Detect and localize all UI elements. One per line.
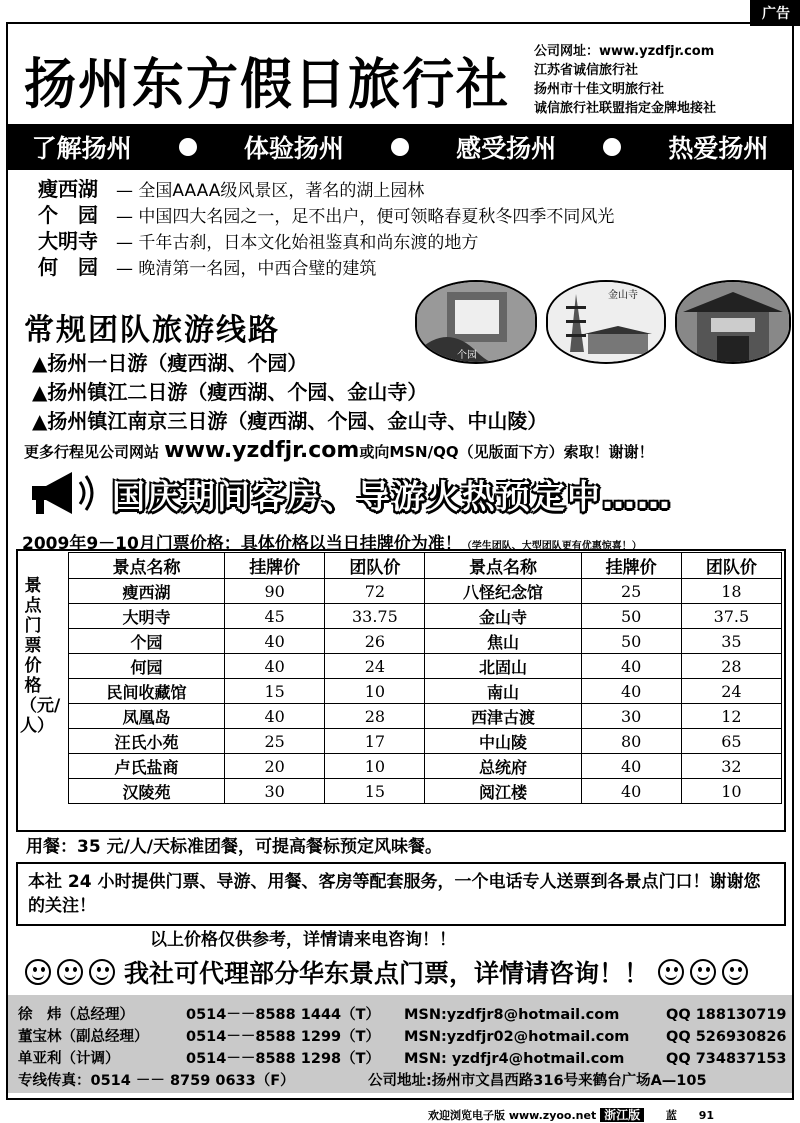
list-price-cell: 40 bbox=[225, 629, 325, 654]
website-link[interactable]: www.yzdfjr.com bbox=[164, 438, 360, 463]
smiley-icon bbox=[25, 959, 51, 985]
table-row bbox=[69, 679, 782, 704]
spot-name-cell: 卢氏盐商 bbox=[69, 754, 225, 779]
attraction-name: 个 园 bbox=[38, 203, 98, 227]
brand-title: 扬州东方假日旅行社 bbox=[24, 52, 511, 117]
group-price-cell: 32 bbox=[681, 754, 781, 779]
col-header: 景点名称 bbox=[425, 553, 581, 579]
group-price-cell: 10 bbox=[325, 754, 425, 779]
group-price-cell: 12 bbox=[681, 704, 781, 729]
smiley-icon bbox=[722, 959, 748, 985]
more-suffix: 或向MSN/QQ（见版面下方）索取！谢谢！ bbox=[359, 443, 654, 461]
attraction-name: 瘦西湖 bbox=[38, 177, 98, 201]
table-row bbox=[69, 579, 782, 604]
table-row bbox=[69, 604, 782, 629]
contact-row bbox=[18, 1025, 787, 1046]
list-price-cell: 15 bbox=[225, 679, 325, 704]
group-price-cell: 37.5 bbox=[681, 604, 781, 629]
col-header: 景点名称 bbox=[69, 553, 225, 579]
list-price-cell: 40 bbox=[225, 654, 325, 679]
group-price-cell: 72 bbox=[325, 579, 425, 604]
contact-msn[interactable]: MSN: yzdfjr4@hotmail.com bbox=[404, 1051, 625, 1067]
list-price-cell: 40 bbox=[225, 704, 325, 729]
footer-text[interactable]: 欢迎浏览电子版 www.zyoo.net bbox=[428, 1109, 597, 1122]
group-price-cell: 65 bbox=[681, 729, 781, 754]
list-price-cell: 25 bbox=[581, 579, 681, 604]
national-day-banner: 国庆期间客房、导游火热预定中…… bbox=[112, 477, 672, 516]
ad-tag: 广告 bbox=[750, 0, 800, 26]
photo-label: 金山寺 bbox=[608, 290, 638, 301]
photo-geyuan bbox=[415, 280, 537, 364]
route-item: ▲扬州镇江二日游（瘦西湖、个园、金山寺） bbox=[32, 380, 428, 404]
contact-name: 单亚利（计调） bbox=[18, 1051, 120, 1067]
contact-msn[interactable]: MSN:yzdfjr02@hotmail.com bbox=[404, 1029, 630, 1045]
contact-name: 董宝林（副总经理） bbox=[18, 1029, 149, 1045]
photo-gate bbox=[675, 280, 791, 364]
bullet-icon bbox=[603, 138, 621, 156]
spot-name-cell: 阅江楼 bbox=[425, 779, 581, 804]
group-price-cell: 18 bbox=[681, 579, 781, 604]
list-price-cell: 25 bbox=[225, 729, 325, 754]
route-item: ▲扬州一日游（瘦西湖、个园） bbox=[32, 351, 308, 375]
spot-name-cell: 焦山 bbox=[425, 629, 581, 654]
spot-name-cell: 金山寺 bbox=[425, 604, 581, 629]
list-price-cell: 30 bbox=[225, 779, 325, 804]
list-price-cell: 40 bbox=[581, 754, 681, 779]
agency-notice bbox=[22, 954, 751, 990]
group-price-cell: 28 bbox=[681, 654, 781, 679]
slogan-3: 感受扬州 bbox=[456, 134, 557, 163]
smiley-icon bbox=[658, 959, 684, 985]
list-price-cell: 40 bbox=[581, 779, 681, 804]
contact-row bbox=[18, 1047, 787, 1068]
page-number: 91 bbox=[698, 1109, 715, 1122]
photo-jinshan bbox=[546, 280, 666, 364]
footer-edition: 浙江版 bbox=[600, 1108, 644, 1122]
col-header: 挂牌价 bbox=[581, 553, 681, 579]
honor-line-2: 扬州市十佳文明旅行社 bbox=[534, 82, 665, 97]
spot-name-cell: 总统府 bbox=[425, 754, 581, 779]
table-row bbox=[69, 654, 782, 679]
more-routes-note bbox=[24, 438, 654, 463]
page-footer bbox=[428, 1106, 714, 1123]
spot-name-cell: 瘦西湖 bbox=[69, 579, 225, 604]
spot-name-cell: 凤凰岛 bbox=[69, 704, 225, 729]
group-price-cell: 28 bbox=[325, 704, 425, 729]
group-price-cell: 33.75 bbox=[325, 604, 425, 629]
group-price-cell: 26 bbox=[325, 629, 425, 654]
slogan-2: 体验扬州 bbox=[243, 134, 344, 163]
list-price-cell: 40 bbox=[581, 654, 681, 679]
company-website: 公司网址：www.yzdfjr.com bbox=[534, 44, 715, 59]
smiley-icon bbox=[57, 959, 83, 985]
list-price-cell: 30 bbox=[581, 704, 681, 729]
bullet-icon bbox=[179, 138, 197, 156]
spot-name-cell: 民间收藏馆 bbox=[69, 679, 225, 704]
attraction-item bbox=[38, 256, 376, 281]
spot-name-cell: 个园 bbox=[69, 629, 225, 654]
contact-qq[interactable]: QQ 734837153 bbox=[666, 1051, 787, 1067]
group-price-cell: 35 bbox=[681, 629, 781, 654]
company-address: 公司地址:扬州市文昌西路316号来鹤台广场A—105 bbox=[368, 1073, 707, 1089]
price-note: （学生团队、大型团队更有优惠惊喜！） bbox=[461, 541, 642, 552]
contact-phone[interactable]: 0514－－8588 1444（T） bbox=[186, 1007, 381, 1023]
service-note: 本社 24 小时提供门票、导游、用餐、客房等配套服务，一个电话专人送票到各景点门口！谢谢您的关注！ bbox=[16, 862, 786, 926]
contact-qq[interactable]: QQ 526930826 bbox=[666, 1029, 787, 1045]
meal-note: 用餐：35 元/人/天标准团餐，可提高餐标预定风味餐。 bbox=[26, 837, 442, 857]
contact-msn[interactable]: MSN:yzdfjr8@hotmail.com bbox=[404, 1007, 620, 1023]
honor-line-1: 江苏省诚信旅行社 bbox=[534, 63, 639, 78]
honor-line-3: 诚信旅行社联盟指定金牌地接社 bbox=[534, 101, 717, 116]
group-price-cell: 10 bbox=[681, 779, 781, 804]
bullet-icon bbox=[391, 138, 409, 156]
smiley-icon bbox=[89, 959, 115, 985]
spot-name-cell: 大明寺 bbox=[69, 604, 225, 629]
group-price-cell: 15 bbox=[325, 779, 425, 804]
list-price-cell: 50 bbox=[581, 629, 681, 654]
contact-name: 徐 炜（总经理） bbox=[18, 1007, 134, 1023]
attraction-desc: — 中国四大名园之一，足不出户，便可领略春夏秋冬四季不同风光 bbox=[116, 207, 615, 227]
spot-name-cell: 西津古渡 bbox=[425, 704, 581, 729]
list-price-cell: 80 bbox=[581, 729, 681, 754]
table-row bbox=[69, 779, 782, 804]
slogan-bar bbox=[8, 124, 792, 170]
spot-name-cell: 南山 bbox=[425, 679, 581, 704]
table-row bbox=[69, 754, 782, 779]
attraction-item bbox=[38, 178, 424, 203]
spot-name-cell: 八怪纪念馆 bbox=[425, 579, 581, 604]
attraction-desc: — 千年古刹，日本文化始祖鉴真和尚东渡的地方 bbox=[116, 233, 479, 253]
contact-panel bbox=[8, 995, 792, 1093]
table-side-label: 景点门票价格（元/人） bbox=[20, 576, 61, 736]
slogan-1: 了解扬州 bbox=[31, 134, 132, 163]
spot-name-cell: 汉陵苑 bbox=[69, 779, 225, 804]
col-header: 团队价 bbox=[681, 553, 781, 579]
group-price-cell: 24 bbox=[325, 654, 425, 679]
price-disclaimer: 以上价格仅供参考，详情请来电咨询！！ bbox=[150, 930, 456, 950]
table-header-row bbox=[69, 553, 782, 579]
table-row bbox=[69, 729, 782, 754]
group-price-cell: 17 bbox=[325, 729, 425, 754]
list-price-cell: 40 bbox=[581, 679, 681, 704]
attraction-name: 大明寺 bbox=[38, 229, 98, 253]
list-price-cell: 50 bbox=[581, 604, 681, 629]
list-price-cell: 45 bbox=[225, 604, 325, 629]
footer-color: 蓝 bbox=[665, 1109, 677, 1122]
contact-phone[interactable]: 0514－－8588 1298（T） bbox=[186, 1051, 381, 1067]
slogan-4: 热爱扬州 bbox=[668, 134, 769, 163]
col-header: 团队价 bbox=[325, 553, 425, 579]
group-price-cell: 10 bbox=[325, 679, 425, 704]
spot-name-cell: 何园 bbox=[69, 654, 225, 679]
col-header: 挂牌价 bbox=[225, 553, 325, 579]
attraction-item bbox=[38, 230, 478, 255]
list-price-cell: 90 bbox=[225, 579, 325, 604]
contact-qq[interactable]: QQ 188130719 bbox=[666, 1007, 787, 1023]
list-price-cell: 20 bbox=[225, 754, 325, 779]
attraction-desc: — 晚清第一名园，中西合璧的建筑 bbox=[116, 259, 377, 279]
megaphone-icon bbox=[26, 468, 102, 522]
attraction-item bbox=[38, 204, 614, 229]
more-prefix: 更多行程见公司网站 bbox=[24, 443, 160, 461]
price-table bbox=[68, 552, 782, 804]
spot-name-cell: 北固山 bbox=[425, 654, 581, 679]
group-price-cell: 24 bbox=[681, 679, 781, 704]
attraction-desc: — 全国AAAA级风景区，著名的湖上园林 bbox=[116, 181, 425, 201]
contact-row bbox=[18, 1003, 787, 1024]
fax-number[interactable]: 专线传真：0514 －－ 8759 0633（F） bbox=[18, 1073, 295, 1089]
spot-name-cell: 中山陵 bbox=[425, 729, 581, 754]
route-item: ▲扬州镇江南京三日游（瘦西湖、个园、金山寺、中山陵） bbox=[32, 409, 548, 433]
contact-row bbox=[18, 1069, 707, 1090]
photo-label: 个园 bbox=[457, 350, 477, 361]
agency-notice-text: 我社可代理部分华东景点门票，详情请咨询！！ bbox=[124, 959, 650, 988]
smiley-icon bbox=[690, 959, 716, 985]
attraction-name: 何 园 bbox=[38, 255, 98, 279]
contact-phone[interactable]: 0514－－8588 1299（T） bbox=[186, 1029, 381, 1045]
table-row bbox=[69, 629, 782, 654]
price-heading-text: 2009年9－10月门票价格：具体价格以当日挂牌价为准！ bbox=[22, 534, 462, 554]
spot-name-cell: 汪氏小苑 bbox=[69, 729, 225, 754]
table-row bbox=[69, 704, 782, 729]
routes-title: 常规团队旅游线路 bbox=[24, 313, 280, 348]
top-contact bbox=[534, 42, 716, 118]
